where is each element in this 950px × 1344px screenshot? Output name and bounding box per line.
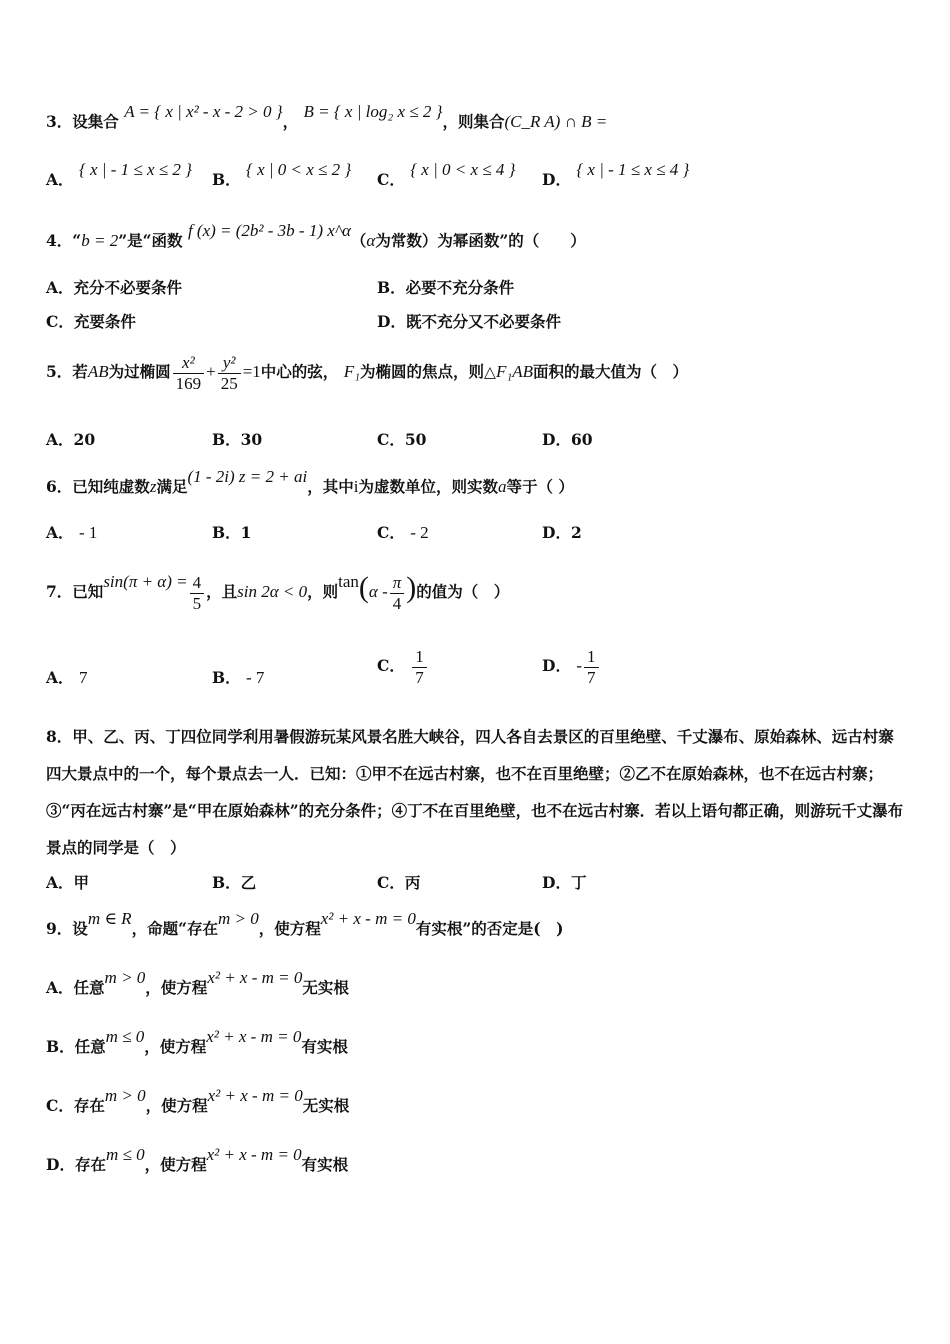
- sine-expression: sin(π + α) =: [103, 572, 188, 591]
- fraction-y2-25: $\frac{\text{y²}}{25}$: [218, 353, 241, 394]
- question-9: 9．设m ∈ R，命题“存在m > 0，使方程x² + x - m = 0有实根”的否定是( ): [46, 909, 564, 938]
- question-6: 6．已知纯虚数z满足(1 - 2i) z = 2 + ai，其中i为虚数单位，则实数a等于（ ）: [46, 467, 574, 496]
- q5-option-a: A．20: [46, 430, 96, 449]
- q5-option-b: B．30: [212, 430, 263, 449]
- fraction-x2-169: $\frac{\text{x²}}{169}$: [173, 353, 205, 394]
- q3-option-a: A． { x | - 1 ≤ x ≤ 2 }: [46, 160, 192, 189]
- complex-equation: (1 - 2i) z = 2 + ai: [187, 467, 308, 486]
- q6-option-a: A． - 1: [46, 523, 98, 542]
- punctuation: ，: [282, 112, 299, 131]
- q7-option-a: A． 7: [46, 668, 88, 687]
- q4-option-a: A．充分不必要条件: [46, 278, 183, 297]
- q4-option-c: C．充要条件: [46, 312, 136, 331]
- q6-option-d: D．2: [542, 523, 582, 542]
- q5-option-d: D．60: [542, 430, 593, 449]
- q3-option-b: B． { x | 0 < x ≤ 2 }: [212, 160, 352, 189]
- q3-option-c: C． { x | 0 < x ≤ 4 }: [377, 160, 516, 189]
- fraction-pi-4: $\frac{\pi}{4}$: [390, 573, 405, 614]
- q6-option-c: C． - 2: [377, 523, 429, 542]
- q9-option-d: D．存在m ≤ 0，使方程x² + x - m = 0有实根: [46, 1145, 349, 1174]
- question-text: ，则集合: [442, 112, 505, 131]
- set-a-expression: A = { x | x² - x - 2 > 0 }: [124, 102, 283, 121]
- complement-expression: (C_R A) ∩ B =: [504, 112, 608, 131]
- q9-option-b: B．任意m ≤ 0，使方程x² + x - m = 0有实根: [46, 1027, 348, 1056]
- function-expression: f (x) = (2b² - 3b - 1) x^α: [187, 221, 351, 240]
- set-b-expression: B = { x | log₂ x ≤ 2 }: [303, 102, 443, 121]
- q8-option-a: A．甲: [46, 873, 90, 892]
- q8-option-b: B．乙: [212, 873, 257, 892]
- question-number: 3．: [46, 112, 73, 131]
- q4-option-b: B．必要不充分条件: [377, 278, 515, 297]
- q9-option-c: C．存在m > 0，使方程x² + x - m = 0无实根: [46, 1086, 350, 1115]
- q4-option-d: D．既不充分又不必要条件: [377, 312, 561, 331]
- question-4: 4．“b = 2”是“函数 f (x) = (2b² - 3b - 1) x^α（α为常数）为幂函数”的（ ）: [46, 221, 586, 250]
- question-3: [46, 102, 608, 132]
- q5-option-c: C．50: [377, 430, 427, 449]
- question-7: 7．已知sin(π + α) = $\frac{4}{5}$ ，且sin 2α < 0，则tan(α - $\frac{\pi}{4}$ )的值为（ ）: [46, 571, 510, 613]
- q7-option-b: B． - 7: [212, 668, 265, 687]
- fraction-4-5: $\frac{4}{5}$: [190, 573, 205, 614]
- q8-option-d: D．丁: [542, 873, 587, 892]
- q9-option-a: A．任意m > 0，使方程x² + x - m = 0无实根: [46, 968, 349, 997]
- question-8: 8．甲、乙、丙、丁四位同学利用暑假游玩某风景名胜大峡谷，四人各自去景区的百里绝壁、千丈瀑布、原始森林、远古村寨四大景点中的一个，每个景点去一人．已知：①甲不在远古村寨，也不在百里绝壁；②乙不在原始森林，也不在远古村寨；③“丙在远古村寨”是“甲在原始森林”的充分条件；④丁不在百里绝壁，也不在远古村寨．若以上语句都正确，则游玩千丈瀑布景点的同学是（ ）: [46, 727, 904, 857]
- q7-option-d: D． - $\frac{1}{7}$: [542, 642, 601, 690]
- question-5: 5．若AB为过椭圆 $\frac{\text{x²}}{169}$ + $\frac{\text{y²}}{25}$ =1中心的弦， F₁为椭圆的焦点，则△F₁AB面积的最大值为（ ）: [46, 352, 689, 393]
- condition-expression: b = 2: [81, 231, 119, 250]
- q8-option-c: C．丙: [377, 873, 421, 892]
- question-text: 设集合: [72, 112, 119, 131]
- q7-option-c: C． $\frac{1}{7}$: [377, 642, 429, 690]
- q6-option-b: B．1: [212, 523, 252, 542]
- q3-option-d: D． { x | - 1 ≤ x ≤ 4 }: [542, 160, 690, 189]
